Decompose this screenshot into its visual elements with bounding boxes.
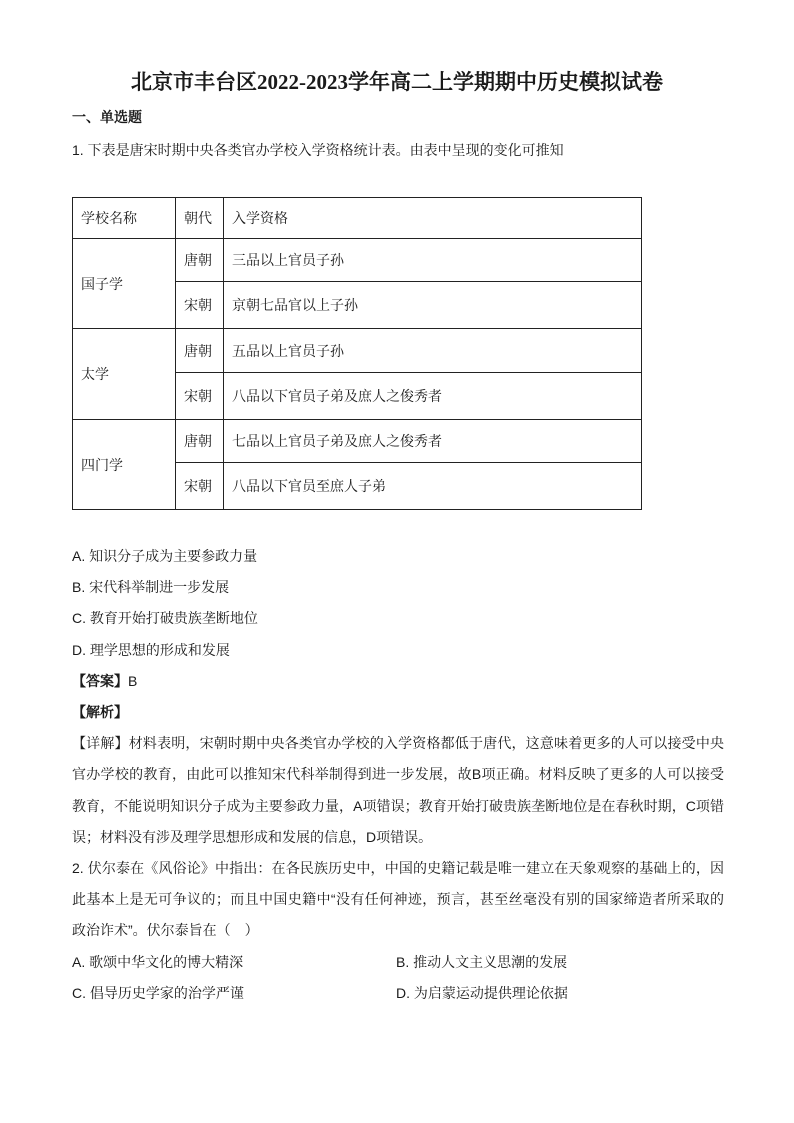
analysis-label: 【解析】 xyxy=(72,704,128,721)
explanation-line: 官办学校的教育，由此可以推知宋代科举制得到进一步发展，故B项正确。材料反映了更多的人可以接受 xyxy=(72,766,724,783)
school-name-cell: 四门学 xyxy=(73,420,176,510)
dynasty-cell: 宋朝 xyxy=(176,282,224,329)
table-row xyxy=(73,329,642,373)
question-2-option-c: C. 倡导历史学家的治学严谨 xyxy=(72,984,244,1001)
page-title: 北京市丰台区2022-2023学年高二上学期期中历史模拟试卷 xyxy=(131,70,663,94)
qualification-cell: 五品以上官员子孙 xyxy=(224,329,642,373)
school-name-cell: 太学 xyxy=(73,329,176,420)
explanation-line: 误；材料没有涉及理学思想形成和发展的信息，D项错误。 xyxy=(72,828,433,845)
question-2-option-b: B. 推动人文主义思潮的发展 xyxy=(396,953,568,970)
question-1-option-c: C. 教育开始打破贵族垄断地位 xyxy=(72,610,258,627)
explanation-line: 教育，不能说明知识分子成为主要参政力量，A项错误；教育开始打破贵族垄断地位是在春秋时期，C项错 xyxy=(72,797,724,814)
dynasty-cell: 唐朝 xyxy=(176,239,224,282)
table-header-cell: 学校名称 xyxy=(73,198,176,239)
question-1-option-d: D. 理学思想的形成和发展 xyxy=(72,641,230,658)
dynasty-cell: 唐朝 xyxy=(176,329,224,373)
table-header-row xyxy=(73,198,642,239)
question-2-options-row xyxy=(72,947,724,978)
dynasty-cell: 唐朝 xyxy=(176,420,224,463)
question-2-option-d: D. 为启蒙运动提供理论依据 xyxy=(396,984,568,1001)
dynasty-cell: 宋朝 xyxy=(176,463,224,510)
question-2-option-a: A. 歌颂中华文化的博大精深 xyxy=(72,953,244,970)
question-2-stem-line: 2. 伏尔泰在《风俗论》中指出：在各民族历史中，中国的史籍记载是唯一建立在天象观察的基础上的，因 xyxy=(72,860,724,877)
admission-table-container xyxy=(72,197,642,510)
answer-line xyxy=(72,666,724,697)
qualification-cell: 八品以下官员至庶人子弟 xyxy=(224,463,642,510)
question-1-option-b: B. 宋代科举制进一步发展 xyxy=(72,579,230,596)
explanation-line: 【详解】材料表明，宋朝时期中央各类官办学校的入学资格都低于唐代，这意味着更多的人可以接受中央 xyxy=(72,735,724,752)
answer-label: 【答案】 xyxy=(72,672,128,689)
question-2-stem-line: 政治诈术”。伏尔泰旨在（ ） xyxy=(72,922,259,939)
table-header-cell: 朝代 xyxy=(176,198,224,239)
qualification-cell: 京朝七品官以上子孙 xyxy=(224,282,642,329)
school-name-cell: 国子学 xyxy=(73,239,176,329)
question-content-flow xyxy=(72,541,724,1009)
answer-value: B xyxy=(128,672,138,689)
question-1-stem: 1. 下表是唐宋时期中央各类官办学校入学资格统计表。由表中呈现的变化可推知 xyxy=(72,142,564,158)
question-1-option-a: A. 知识分子成为主要参政力量 xyxy=(72,548,258,564)
table-header-cell: 入学资格 xyxy=(224,198,642,239)
question-2-stem-line: 此基本上是无可争议的；而且中国史籍中“没有任何神迹，预言，甚至丝毫没有别的国家缔造者所采取的 xyxy=(72,891,724,908)
table-row xyxy=(73,239,642,282)
question-2-options-row xyxy=(72,978,724,1009)
section-heading: 一、单选题 xyxy=(72,109,142,125)
admission-table xyxy=(72,197,642,510)
dynasty-cell: 宋朝 xyxy=(176,373,224,420)
qualification-cell: 八品以下官员子弟及庶人之俊秀者 xyxy=(224,373,642,420)
qualification-cell: 三品以上官员子孙 xyxy=(224,239,642,282)
table-row xyxy=(73,420,642,463)
qualification-cell: 七品以上官员子弟及庶人之俊秀者 xyxy=(224,420,642,463)
